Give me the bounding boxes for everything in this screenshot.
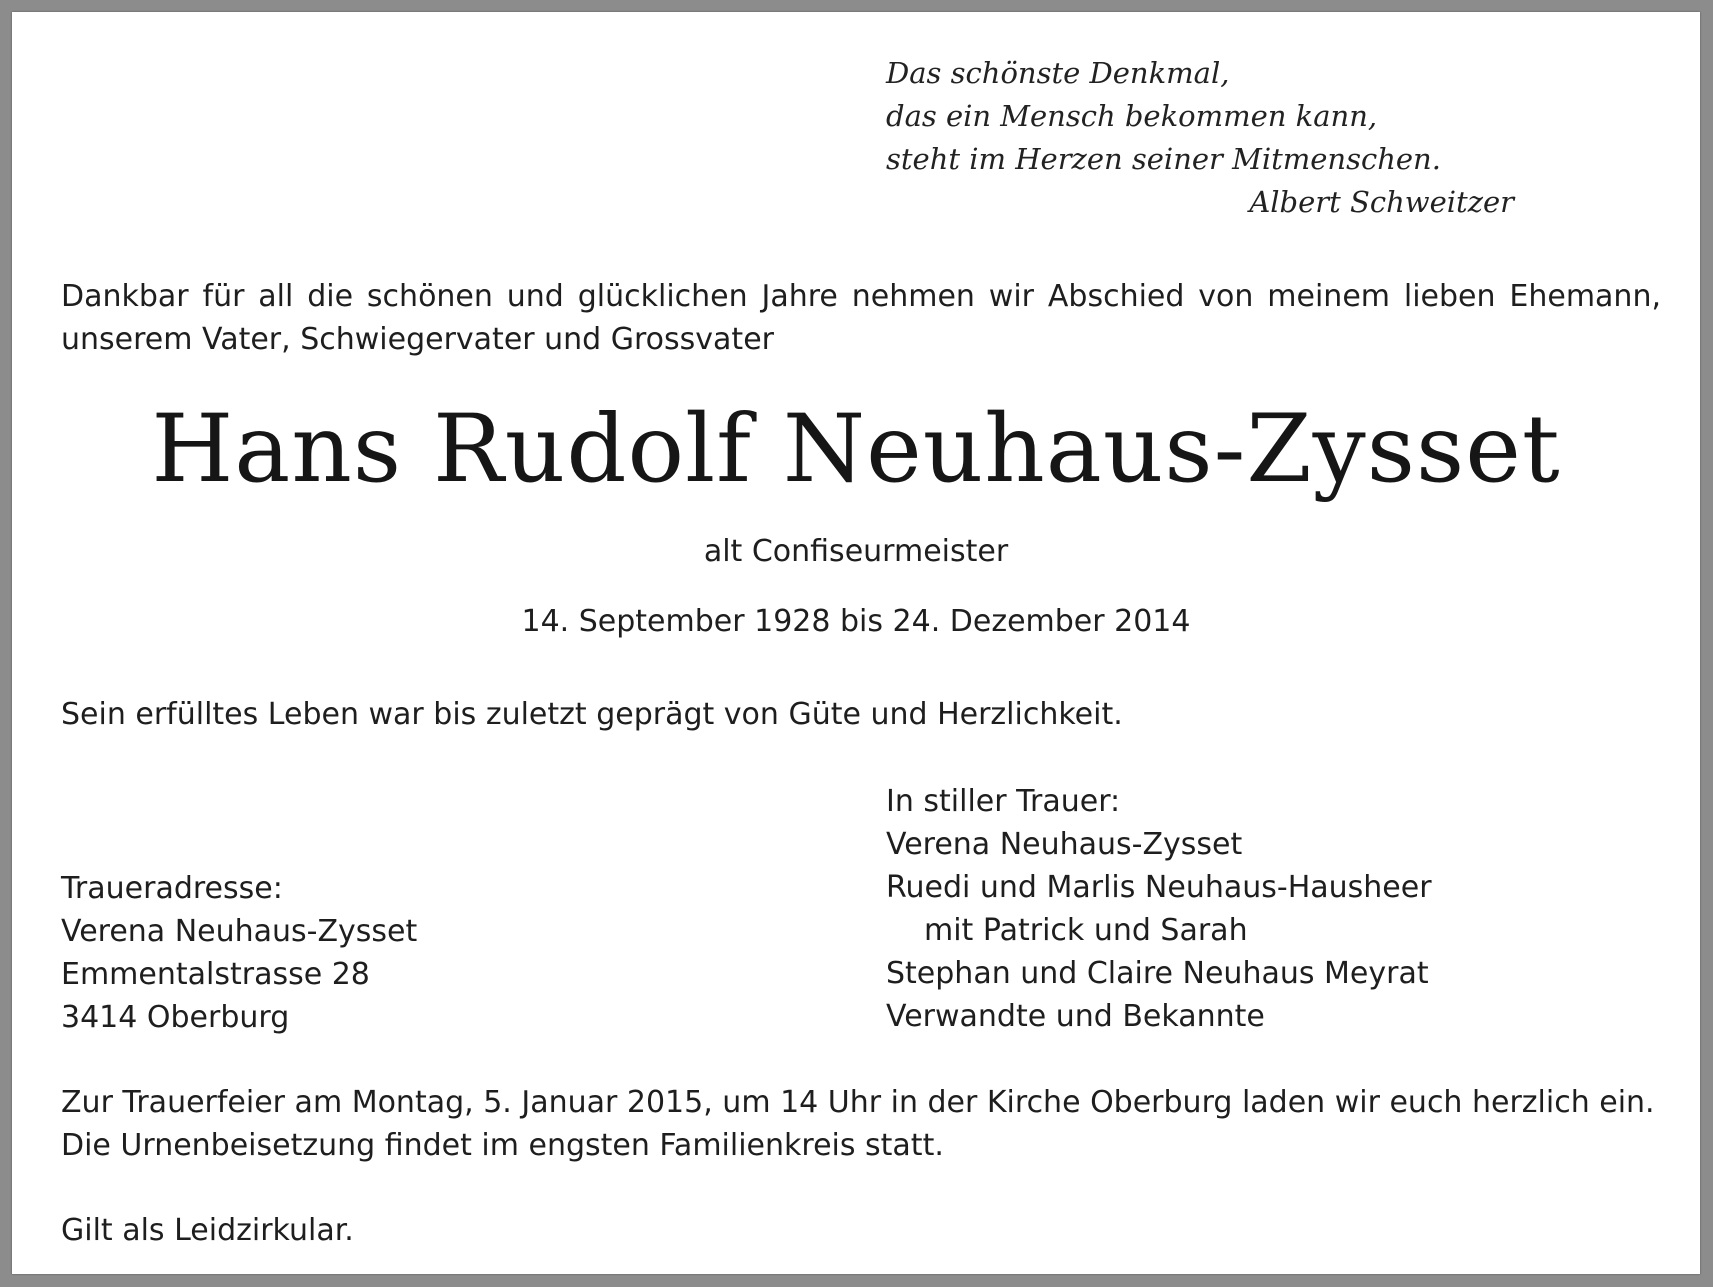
obituary-page xyxy=(12,12,1700,1274)
deceased-title: alt Confiseurmeister xyxy=(703,534,1009,569)
tribute-text: Sein erfülltes Leben war bis zuletzt geprägt von Güte und Herzlichkeit. xyxy=(61,697,1123,732)
intro-line: unserem Vater, Schwiegervater und Grossvater xyxy=(61,322,774,357)
mourner-entry: Ruedi und Marlis Neuhaus-Hausheer xyxy=(886,870,1432,905)
circular-note: Gilt als Leidzirkular. xyxy=(61,1213,354,1248)
quote-line: steht im Herzen seiner Mitmenschen. xyxy=(886,142,1441,176)
intro-line: Dankbar für all die schönen und glücklichen Jahre nehmen wir Abschied von meinem lieben Ehemann, xyxy=(61,279,1661,314)
mourner-entry: Verwandte und Bekannte xyxy=(886,999,1265,1034)
deceased-name: Hans Rudolf Neuhaus-Zysset xyxy=(151,395,1561,504)
life-dates: 14. September 1928 bis 24. Dezember 2014 xyxy=(521,604,1191,639)
ceremony-line: Zur Trauerfeier am Montag, 5. Januar 2015, um 14 Uhr in der Kirche Oberburg laden wir euch herzlich ein. xyxy=(61,1085,1655,1120)
intro-text xyxy=(61,275,1661,361)
mourner-entry: Stephan und Claire Neuhaus Meyrat xyxy=(886,956,1429,991)
quote-line: das ein Mensch bekommen kann, xyxy=(886,99,1378,133)
mourners-list xyxy=(886,780,1432,1038)
mourning-address xyxy=(61,867,417,1039)
mourner-entry: mit Patrick und Sarah xyxy=(924,913,1248,948)
ceremony-info xyxy=(61,1081,1655,1167)
ceremony-line: Die Urnenbeisetzung findet im engsten Familienkreis statt. xyxy=(61,1128,944,1163)
address-label: Traueradresse: xyxy=(61,871,283,906)
address-street: Emmentalstrasse 28 xyxy=(61,957,370,992)
epigraph-quote xyxy=(886,52,1526,224)
quote-line: Das schönste Denkmal, xyxy=(886,56,1230,90)
address-city: 3414 Oberburg xyxy=(61,1000,290,1035)
mourner-entry: Verena Neuhaus-Zysset xyxy=(886,827,1243,862)
quote-author: Albert Schweitzer xyxy=(1249,185,1514,219)
address-name: Verena Neuhaus-Zysset xyxy=(61,914,418,949)
mourners-label: In stiller Trauer: xyxy=(886,784,1121,819)
